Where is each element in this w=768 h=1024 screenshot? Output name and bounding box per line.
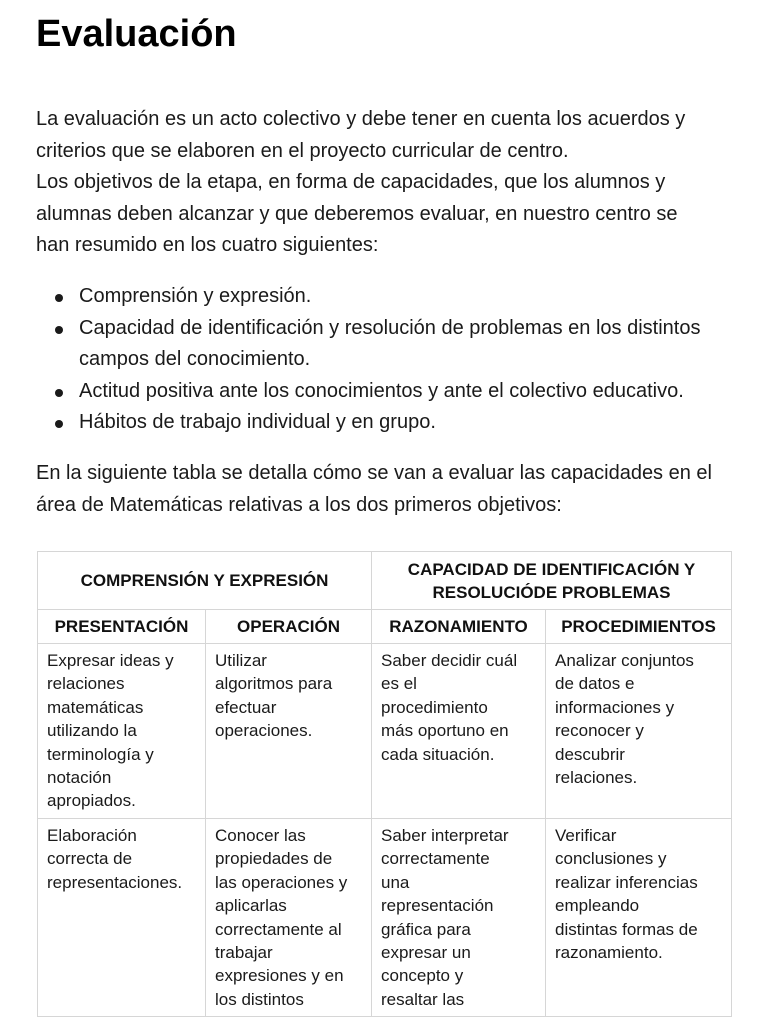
cell-line: Expresar ideas y bbox=[47, 651, 174, 670]
cell-line: trabajar bbox=[215, 943, 273, 963]
table-intro-line: área de Matemáticas relativas a los dos primeros objetivos: bbox=[36, 493, 562, 516]
cell-line: algoritmos para bbox=[215, 674, 333, 694]
table-cell bbox=[372, 819, 546, 1017]
cell-line: matemáticas bbox=[47, 697, 144, 717]
cell-line: Utilizar bbox=[215, 651, 267, 670]
cell-line: gráfica para bbox=[381, 919, 471, 939]
cell-line: efectuar bbox=[215, 697, 277, 717]
list-item bbox=[36, 376, 741, 408]
cell-line: cada situación. bbox=[381, 744, 495, 764]
cell-line: Analizar conjuntos bbox=[555, 651, 694, 670]
cell-line: Conocer las bbox=[215, 826, 306, 845]
list-item-text: Actitud positiva ante los conocimientos y ante el colectivo educativo. bbox=[79, 379, 684, 402]
cell-line: de datos e bbox=[555, 674, 635, 694]
cell-line: las operaciones y bbox=[215, 872, 348, 892]
cell-line: utilizando la bbox=[47, 721, 137, 741]
bullet-icon bbox=[55, 326, 63, 334]
cell-line: operaciones. bbox=[215, 721, 313, 741]
table-group-header-row bbox=[38, 552, 732, 610]
table-cell bbox=[372, 644, 546, 819]
cell-line: relaciones. bbox=[555, 768, 638, 788]
table-intro-line: En la siguiente tabla se detalla cómo se van a evaluar las capacidades en el bbox=[36, 462, 712, 484]
evaluation-table bbox=[37, 551, 732, 1017]
table-row bbox=[38, 644, 732, 819]
list-item bbox=[36, 407, 741, 439]
table-cell bbox=[546, 644, 732, 819]
cell-line: expresiones y en bbox=[215, 966, 344, 986]
cell-line: realizar inferencias bbox=[555, 872, 698, 892]
cell-line: es el bbox=[381, 674, 417, 694]
cell-line: Saber interpretar bbox=[381, 826, 509, 845]
cell-line: expresar un bbox=[381, 943, 471, 963]
column-header-operacion: OPERACIÓN bbox=[206, 610, 372, 644]
intro-line: han resumido en los cuatro siguientes: bbox=[36, 234, 379, 256]
group-header-comprension bbox=[38, 552, 372, 610]
cell-line: relaciones bbox=[47, 674, 125, 694]
list-item-text: Hábitos de trabajo individual y en grupo. bbox=[79, 411, 436, 433]
cell-line: procedimiento bbox=[381, 697, 488, 717]
cell-line: empleando bbox=[555, 896, 640, 916]
cell-line: representaciones. bbox=[47, 872, 183, 892]
cell-line: correctamente bbox=[381, 849, 490, 869]
cell-line: razonamiento. bbox=[555, 943, 663, 963]
intro-line: alumnas deben alcanzar y que deberemos evaluar, en nuestro centro se bbox=[36, 202, 678, 225]
cell-line: correctamente al bbox=[215, 919, 342, 939]
objectives-list bbox=[36, 281, 741, 439]
intro-line: La evaluación es un acto colectivo y debe tener en cuenta los acuerdos y bbox=[36, 108, 686, 130]
group-header-text: RESOLUCIÓDE PROBLEMAS bbox=[432, 582, 671, 602]
table-cell bbox=[38, 819, 206, 1017]
cell-line: una bbox=[381, 872, 410, 892]
list-item-text: Comprensión y expresión. bbox=[79, 285, 312, 307]
table-cell bbox=[546, 819, 732, 1017]
page-title: Evaluación bbox=[36, 13, 237, 55]
list-item-text: Capacidad de identificación y resolución de problemas en los distintos bbox=[79, 316, 701, 339]
cell-line: Verificar bbox=[555, 826, 617, 845]
cell-line: descubrir bbox=[555, 744, 625, 764]
cell-line: propiedades de bbox=[215, 849, 333, 869]
group-header-capacidad bbox=[372, 552, 732, 610]
bullet-icon bbox=[55, 389, 63, 397]
intro-paragraph bbox=[36, 104, 741, 262]
list-item-text: campos del conocimiento. bbox=[79, 348, 311, 370]
group-header-text: CAPACIDAD DE IDENTIFICACIÓN Y bbox=[407, 559, 696, 579]
table-intro-paragraph bbox=[36, 458, 741, 521]
table-cell bbox=[38, 644, 206, 819]
column-header-presentacion: PRESENTACIÓN bbox=[38, 610, 206, 644]
cell-line: conclusiones y bbox=[555, 849, 667, 869]
cell-line: aplicarlas bbox=[215, 896, 287, 916]
cell-line: resaltar las bbox=[381, 989, 465, 1009]
cell-line: representación bbox=[381, 896, 494, 916]
table-cell bbox=[206, 644, 372, 819]
cell-line: reconocer y bbox=[555, 721, 644, 741]
cell-line: distintas formas de bbox=[555, 919, 698, 939]
table-row bbox=[38, 819, 732, 1017]
column-header-razonamiento: RAZONAMIENTO bbox=[372, 610, 546, 644]
intro-line: Los objetivos de la etapa, en forma de capacidades, que los alumnos y bbox=[36, 171, 666, 193]
cell-line: correcta de bbox=[47, 849, 133, 869]
cell-line: terminología y bbox=[47, 744, 154, 764]
cell-line: los distintos bbox=[215, 989, 304, 1009]
cell-line: concepto y bbox=[381, 966, 464, 986]
cell-line: más oportuno en bbox=[381, 721, 509, 741]
cell-line: informaciones y bbox=[555, 697, 675, 717]
group-header-text: COMPRENSIÓN Y EXPRESIÓN bbox=[80, 571, 329, 590]
intro-line: criterios que se elaboren en el proyecto curricular de centro. bbox=[36, 139, 569, 162]
list-item bbox=[36, 313, 741, 376]
bullet-icon bbox=[55, 294, 63, 302]
cell-line: apropiados. bbox=[47, 791, 136, 811]
column-header-procedimientos: PROCEDIMIENTOS bbox=[546, 610, 732, 644]
bullet-icon bbox=[55, 420, 63, 428]
list-item bbox=[36, 281, 741, 313]
table-column-header-row bbox=[38, 610, 732, 644]
cell-line: notación bbox=[47, 768, 112, 788]
cell-line: Saber decidir cuál bbox=[381, 651, 518, 670]
table-cell bbox=[206, 819, 372, 1017]
cell-line: Elaboración bbox=[47, 826, 137, 845]
